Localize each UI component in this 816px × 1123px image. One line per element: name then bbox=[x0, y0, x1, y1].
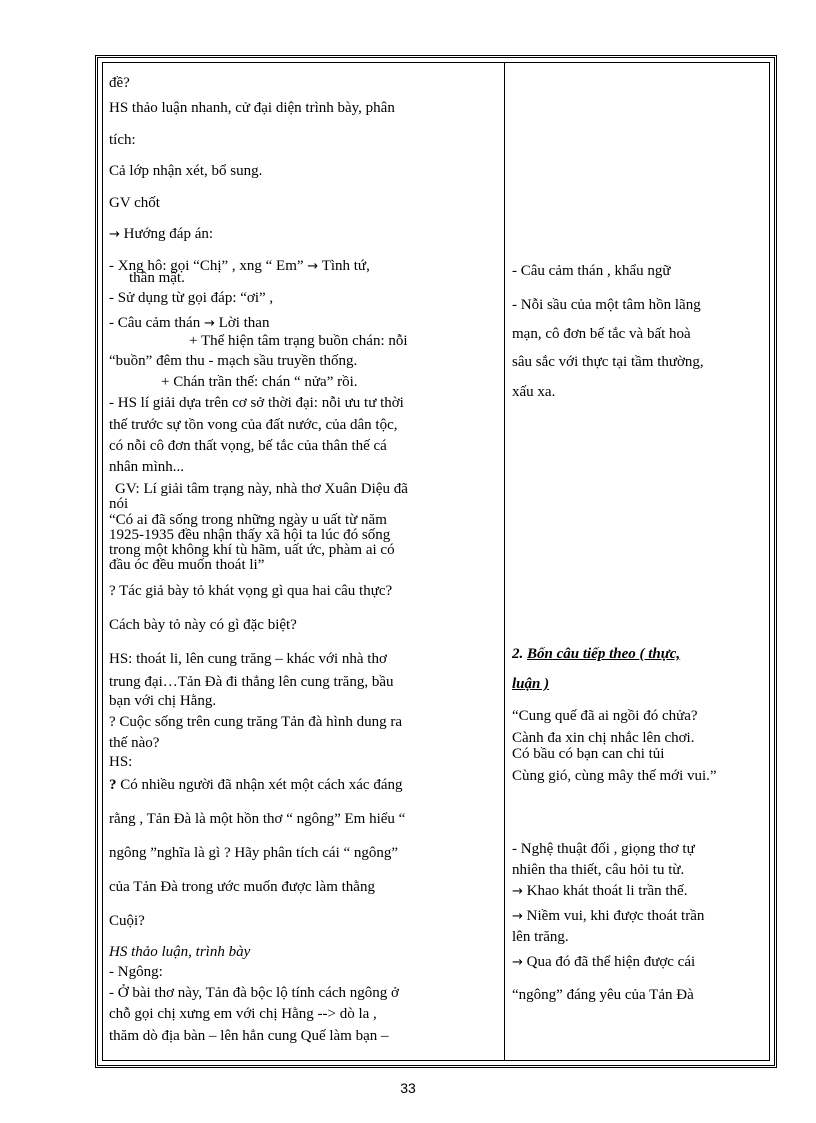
arrow-right-icon: → bbox=[512, 884, 523, 899]
text-line: trung đại…Tản Đà đi thẳng lên cung trăng, bầu bbox=[109, 674, 394, 690]
text-line: sâu sắc với thực tại tầm thường, bbox=[512, 354, 704, 370]
text-line: nhiên tha thiết, câu hỏi tu từ. bbox=[512, 862, 685, 878]
text-line: → Qua đó đã thể hiện được cái bbox=[512, 954, 696, 970]
text-line: có nỗi cô đơn thất vọng, bế tắc của thân thế cá bbox=[109, 438, 387, 454]
text-line: GV: Lí giải tâm trạng này, nhà thơ Xuân Diệu đã bbox=[115, 481, 408, 497]
poem-line: Cùng gió, cùng mây thế mới vui.” bbox=[512, 768, 717, 784]
text-line: GV chốt bbox=[109, 195, 160, 211]
text-line: HS: bbox=[109, 754, 133, 770]
text-line: đề? bbox=[109, 75, 130, 91]
arrow-right-icon: → bbox=[307, 259, 319, 274]
text-line: Cách bày tỏ này có gì đặc biệt? bbox=[109, 617, 297, 633]
text-line: ? Cuộc sống trên cung trăng Tản đà hình dung ra bbox=[109, 714, 402, 730]
quote-line: đầu óc đều muốn thoát li” bbox=[109, 557, 265, 573]
poem-line: Cành đa xin chị nhắc lên chơi. bbox=[512, 730, 695, 746]
text-line: - Câu cảm thán , khẩu ngữ bbox=[512, 263, 671, 279]
section-heading: luận ) bbox=[512, 676, 550, 692]
text-line: → Khao khát thoát li trần thế. bbox=[512, 883, 688, 899]
text-line: + Chán trần thế: chán “ nửa” rồi. bbox=[161, 374, 358, 390]
arrow-right-icon: → bbox=[512, 909, 523, 924]
text-line: → Niềm vui, khi được thoát trần bbox=[512, 908, 705, 924]
text-line: chỗ gọi chị xưng em với chị Hằng --> dò la , bbox=[109, 1006, 377, 1022]
text-line: “buồn” đêm thu - mạch sầu truyền thống. bbox=[109, 353, 358, 369]
text-line: ngông ”nghĩa là gì ? Hãy phân tích cái “ ngông” bbox=[109, 845, 399, 861]
text-line: “ngông” đáng yêu của Tản Đà bbox=[512, 987, 694, 1003]
text-line: - Ở bài thơ này, Tản đà bộc lộ tính cách ngông ở bbox=[109, 985, 399, 1001]
text-line: HS thảo luận, trình bày bbox=[109, 944, 251, 960]
text-line: ? Có nhiều người đã nhận xét một cách xác đáng bbox=[109, 777, 403, 793]
text-line: nói bbox=[109, 496, 129, 512]
column-divider bbox=[504, 62, 505, 1061]
text-line: rằng , Tản Đà là một hồn thơ “ ngông” Em hiểu “ bbox=[109, 811, 406, 827]
text-line: bạn với chị Hằng. bbox=[109, 693, 217, 709]
arrow-right-icon: → bbox=[512, 955, 523, 970]
text-line: ? Tác giả bày tỏ khát vọng gì qua hai câu thực? bbox=[109, 583, 393, 599]
quote-line: trong một không khí tù hãm, uất ức, phàm ai có bbox=[109, 542, 395, 558]
text-line: mạn, cô đơn bế tắc và bất hoà bbox=[512, 326, 691, 342]
text-line: thế nào? bbox=[109, 735, 160, 751]
text-line: - Sử dụng từ gọi đáp: “ơi” , bbox=[109, 290, 274, 306]
page-number: 33 bbox=[400, 1080, 416, 1096]
text-line: - Ngông: bbox=[109, 964, 163, 980]
text-line: HS thảo luận nhanh, cử đại diện trình bày, phân bbox=[109, 100, 395, 116]
arrow-right-icon: → bbox=[109, 227, 120, 242]
text-line: nhân mình... bbox=[109, 459, 184, 475]
text-line: - Xng hô: gọi “Chị” , xng “ Em” → Tình tứ, bbox=[109, 258, 370, 274]
text-line: + Thể hiện tâm trạng buồn chán: nỗi bbox=[189, 333, 408, 349]
text-line: xấu xa. bbox=[512, 384, 556, 400]
text-line: của Tản Đà trong ước muốn được làm thằng bbox=[109, 879, 375, 895]
text-line: Cả lớp nhận xét, bổ sung. bbox=[109, 163, 263, 179]
text-line: lên trăng. bbox=[512, 929, 569, 945]
text-line: thăm dò địa bàn – lên hẳn cung Quế làm bạn – bbox=[109, 1028, 389, 1044]
poem-line: “Cung quế đã ai ngồi đó chửa? bbox=[512, 708, 698, 724]
quote-line: 1925-1935 đều nhận thấy xã hội ta lúc đó sống bbox=[109, 527, 391, 543]
section-heading: 2. Bốn câu tiếp theo ( thực, bbox=[512, 646, 681, 662]
text-line: - Nỗi sầu của một tâm hồn lãng bbox=[512, 297, 701, 313]
text-line: - HS lí giải dựa trên cơ sở thời đại: nỗi ưu tư thời bbox=[109, 395, 404, 411]
text-line: thân mật. bbox=[129, 270, 185, 286]
text-line: - Nghệ thuật đối , giọng thơ tự bbox=[512, 841, 695, 857]
quote-line: “Có ai đã sống trong những ngày u uất từ năm bbox=[109, 512, 387, 528]
text-line: HS: thoát li, lên cung trăng – khác với nhà thơ bbox=[109, 651, 387, 667]
text-line: - Câu cảm thán → Lời than bbox=[109, 315, 270, 331]
poem-line: Có bầu có bạn can chi tủi bbox=[512, 746, 665, 762]
text-line: Cuội? bbox=[109, 913, 145, 929]
text-line: thế trước sự tồn vong của đất nước, của dân tộc, bbox=[109, 417, 398, 433]
arrow-right-icon: → bbox=[203, 316, 215, 331]
text-line: tích: bbox=[109, 132, 136, 148]
text-line: → Hướng đáp án: bbox=[109, 226, 214, 242]
